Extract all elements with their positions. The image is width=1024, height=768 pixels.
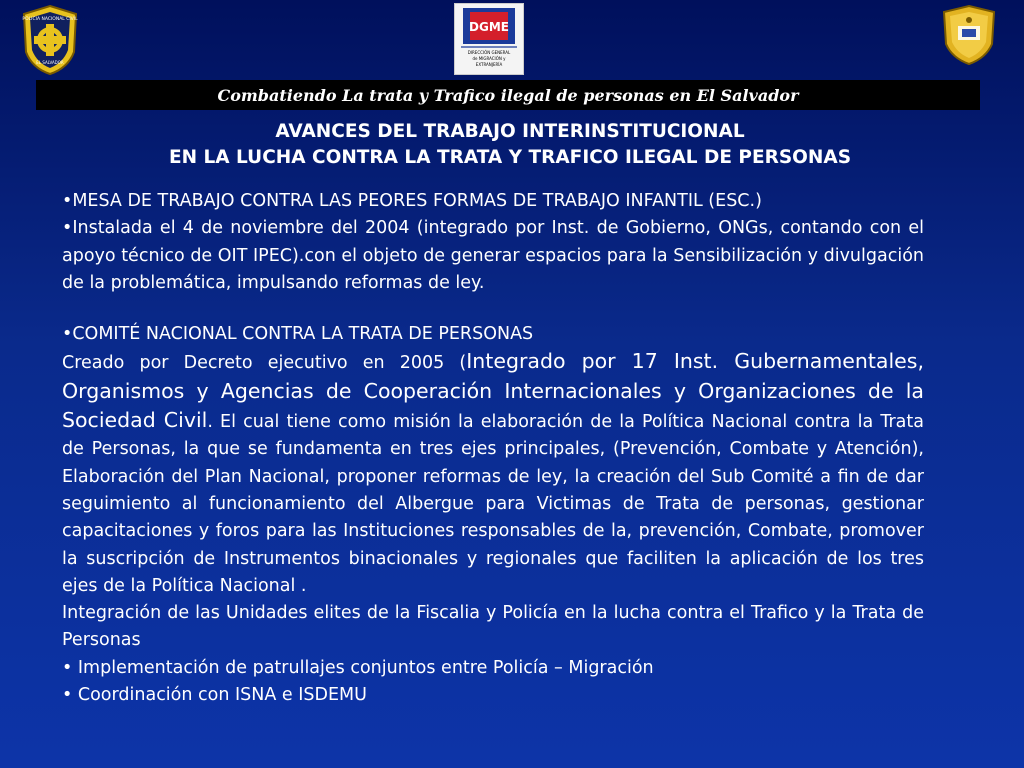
creado-mision: . El cual tiene como misión la elaboración de la Política Nacional contra la Trata de Personas, la que se fundamenta en tres ejes principales, (Prevención, Combate y Atención), Elaboración del Plan Nacional, proponer reformas de ley, la creación del Sub Comité a fin de dar seguimiento al funcionamiento del Albergue para Victimas de Trata de personas, gestionar capacitaciones y foros para las Instituciones responsables de la, prevención, Combate, promover la suscripción de Instrumentos binacionales y regionales que faciliten la aplicación de los tres ejes de la Política Nacional .	[62, 412, 924, 596]
svg-text:de MIGRACIÓN y: de MIGRACIÓN y	[472, 56, 506, 61]
creado-integrado: Integrado por 17 Inst. Gubernamentales, Organismos y Agencias de Cooperación Internacionales y Organizaciones de la Sociedad Civil	[62, 349, 924, 433]
svg-text:EXTRANJERÍA: EXTRANJERÍA	[475, 62, 503, 67]
logo-left-top-text: POLICIA NACIONAL CIVIL	[22, 17, 78, 22]
logo-left-bottom-text: EL SALVADOR	[36, 60, 64, 65]
header-banner	[36, 80, 980, 110]
spacer	[62, 297, 924, 321]
banner-text: Combatiendo La trata y Trafico ilegal de personas en El Salvador	[217, 86, 799, 105]
bullet-comite-nacional: •COMITÉ NACIONAL CONTRA LA TRATA DE PERSONAS	[62, 324, 534, 345]
slide-title	[40, 119, 980, 171]
logo-center-acronym: DGME	[469, 20, 509, 34]
bullet-patrullajes: • Implementación de patrullajes conjuntos entre Policía – Migración	[62, 657, 654, 678]
paragraph-integracion: Integración de las Unidades elites de la Fiscalia y Policía en la lucha contra el Trafico y la Trata de Personas	[62, 603, 924, 651]
migration-logo-icon	[454, 3, 524, 75]
title-line-1: AVANCES DEL TRABAJO INTERINSTITUCIONAL	[275, 121, 745, 142]
title-line-2: EN LA LUCHA CONTRA LA TRATA Y TRAFICO ILEGAL DE PERSONAS	[168, 147, 852, 168]
paragraph-creado	[62, 348, 924, 600]
slide-body	[62, 188, 924, 709]
paragraph-instalada: •Instalada el 4 de noviembre del 2004 (integrado por Inst. de Gobierno, ONGs, contando con el apoyo técnico de OIT IPEC).con el objeto de generar espacios para la Sensibilización y divulgación de la problemática, impulsando reformas de ley.	[62, 218, 924, 293]
svg-text:DIRECCIÓN GENERAL: DIRECCIÓN GENERAL	[467, 50, 511, 55]
bullet-coordinacion: • Coordinación con ISNA e ISDEMU	[62, 685, 367, 706]
gold-badge-icon	[940, 4, 998, 66]
creado-intro: Creado por Decreto ejecutivo en 2005 (	[62, 353, 467, 374]
bullet-mesa-trabajo: •MESA DE TRABAJO CONTRA LAS PEORES FORMAS DE TRABAJO INFANTIL (ESC.)	[62, 191, 762, 211]
police-badge-icon	[20, 4, 80, 76]
